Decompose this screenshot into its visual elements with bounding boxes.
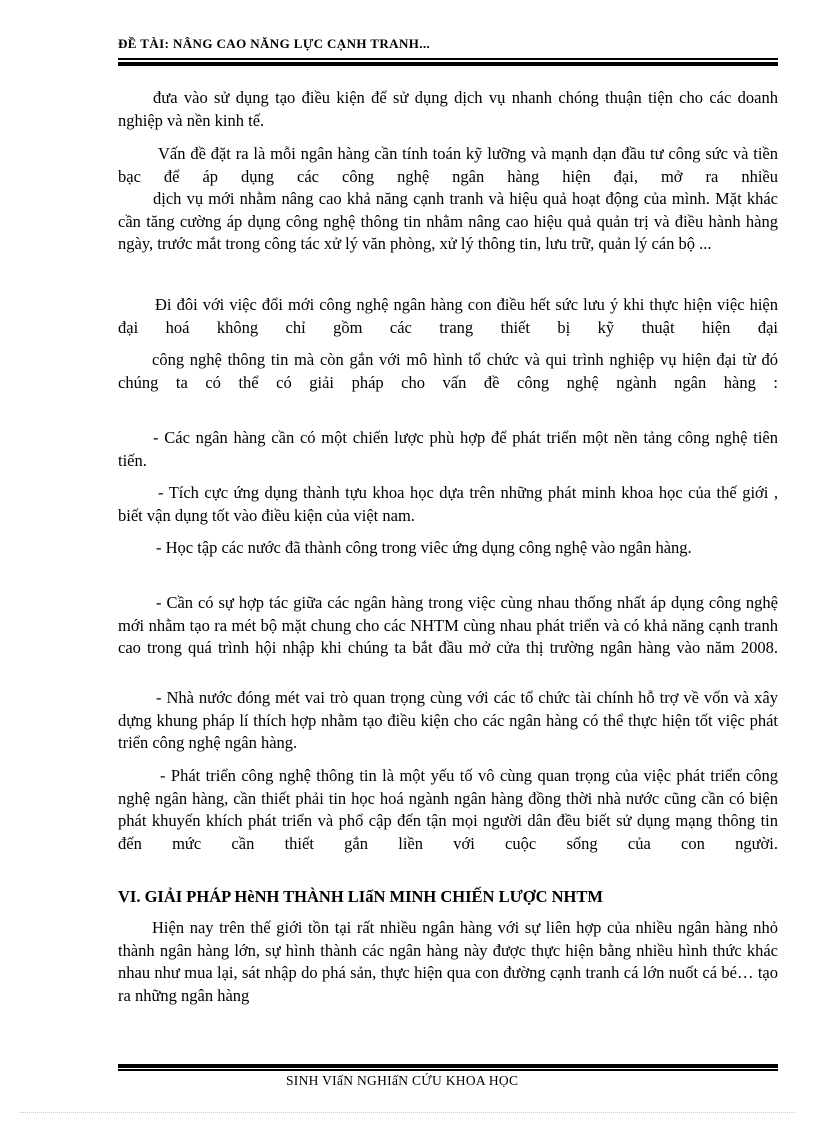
bullet-6: - Phát triển công nghệ thông tin là một yếu tố vô cùng quan trọng của việc phát triển công nghệ ngân hàng, cần thiết phải tin học hoá ngành ngân hàng đồng thời nhà nước cũng cần có biện phát khuyến khích phát triển và phổ cập đến tận mọi người dân đều biết sử dụng mạng thông tin đến mức cần thiết gắn liền với cuộc sống của con người. xyxy=(118,766,778,853)
section-paragraph-1: Hiện nay trên thế giới tồn tại rất nhiều ngân hàng với sự liên hợp của nhiều ngân hàng nhỏ thành ngân hàng lớn, sự hình thành các ngân hàng này được thực hiện bằng nhiều hình thức khác nhau như mua lại, sát nhập do phá sản, thực hiện qua con đường cạnh tranh cá lớn nuốt cá bé… tạo ra những ngân hàng xyxy=(118,918,778,1005)
header-rule-thin xyxy=(118,58,778,60)
paragraph-2a: Vấn đề đặt ra là mỗi ngân hàng cần tính toán kỹ lưỡng và mạnh dạn đầu tư công sức và tiền bạc để áp dụng các công nghệ ngân hàng hiện đại, mở ra nhiều xyxy=(118,144,778,186)
bullet-4: - Cần có sự hợp tác giữa các ngân hàng trong việc cùng nhau thống nhất áp dụng công nghệ mới nhằm tạo ra mét bộ mặt chung cho các NHTM cùng nhau phát triển và có khả năng cạnh tranh cao trong quá trình hội nhập khi chúng ta bắt đầu mở cửa thị trường ngân hàng vào năm 2008. xyxy=(118,593,778,657)
paragraph-3a: Đi đôi với việc đổi mới công nghệ ngân hàng con điều hết sức lưu ý khi thực hiện việc hiện đại hoá không chỉ gồm các trang thiết bị kỹ thuật hiện đại xyxy=(118,295,778,337)
header-title: ĐỀ TÀI: NÂNG CAO NĂNG LỰC CẠNH TRANH... xyxy=(118,36,431,51)
paragraph-2b: dịch vụ mới nhằm nâng cao khả năng cạnh tranh và hiệu quả hoạt động của mình. Mặt khác cần tăng cường áp dụng công nghệ thông tin nhằm nâng cao hiệu quả quản trị và điều hành hàng ngày, trước mắt trong công tác xử lý văn phòng, xử lý thông tin, lưu trữ, quản lý cán bộ ... xyxy=(118,189,778,253)
bullet-2: - Tích cực ứng dụng thành tựu khoa học dựa trên những phát minh khoa học của thế giới , biết vận dụng tốt vào điều kiện của việt nam. xyxy=(118,483,778,525)
bullet-3: - Học tập các nước đã thành công trong viêc ứng dụng công nghệ vào ngân hàng. xyxy=(156,538,692,557)
paragraph-3b: công nghệ thông tin mà còn gắn với mô hình tổ chức và qui trình nghiệp vụ hiện đại từ đó chúng ta có thể có giải pháp cho vấn đề công nghệ ngành ngân hàng : xyxy=(118,350,778,392)
footer-rule-thick xyxy=(118,1064,778,1068)
footer-text: SINH VIấN NGHIấN CỨU KHOA HỌC xyxy=(286,1073,519,1088)
header-rule-thick xyxy=(118,62,778,66)
bullet-5: - Nhà nước đóng mét vai trò quan trọng cùng với các tổ chức tài chính hỗ trợ về vốn và xây dựng khung pháp lí thích hợp nhằm tạo điều kiện cho các ngân hàng có thể thực hiện tốt việc phát triển công nghệ ngân hàng. xyxy=(118,688,778,752)
paragraph-1: đưa vào sử dụng tạo điều kiện để sử dụng dịch vụ nhanh chóng thuận tiện cho các doanh nghiệp và nền kinh tế. xyxy=(118,88,778,130)
section-heading: VI. GIẢI PHÁP HèNH THÀNH LIấN MINH CHIẾN LƯỢC NHTM xyxy=(118,887,603,906)
footer-rule-thin xyxy=(118,1069,778,1071)
bullet-1: - Các ngân hàng cần có một chiến lược phù hợp để phát triển một nền tảng công nghệ tiên tiến. xyxy=(118,428,778,470)
footer-dotted-line xyxy=(20,1112,796,1113)
